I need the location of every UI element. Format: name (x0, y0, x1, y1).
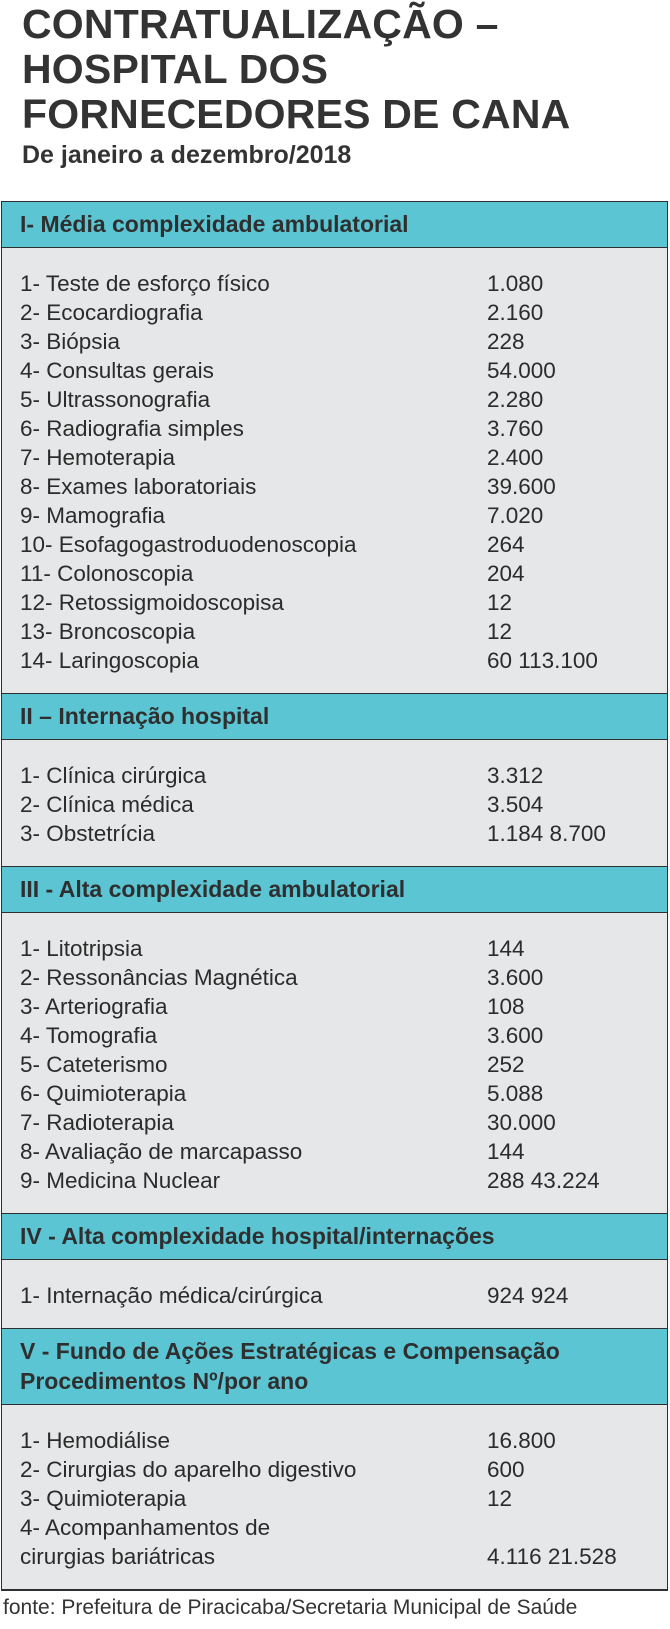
table-row (20, 559, 649, 588)
page-title (22, 0, 662, 137)
section-body (2, 740, 667, 866)
row-value: 2.160 (487, 300, 544, 325)
row-label: 2- Cirurgias do aparelho digestivo (20, 1457, 357, 1482)
row-label: 6- Quimioterapia (20, 1081, 187, 1106)
table-row (20, 530, 649, 559)
row-label: 5- Ultrassonografia (20, 387, 211, 412)
row-value: 2.400 (487, 445, 544, 470)
section-header: I- Média complexidade ambulatorial (2, 202, 667, 248)
row-value: 4.116 21.528 (487, 1544, 617, 1569)
row-value: 3.600 (487, 965, 544, 990)
row-value: 1.184 8.700 (487, 821, 606, 846)
section-header: IV - Alta complexidade hospital/internações (2, 1213, 667, 1260)
row-value: 600 (487, 1457, 525, 1482)
row-value: 252 (487, 1052, 525, 1077)
row-value: 54.000 (487, 358, 556, 383)
row-value: 144 (487, 1139, 525, 1164)
row-value: 30.000 (487, 1110, 556, 1135)
row-value: 12 (487, 619, 513, 644)
row-label: 3- Biópsia (20, 329, 121, 354)
row-label: 1- Clínica cirúrgica (20, 763, 207, 788)
table-row (20, 501, 649, 530)
row-label: 7- Radioterapia (20, 1110, 174, 1135)
row-value: 12 (487, 1486, 513, 1511)
row-value: 12 (487, 590, 513, 615)
row-value: 108 (487, 994, 525, 1019)
table-row (20, 963, 649, 992)
section-header-line: Procedimentos Nº/por ano (20, 1368, 309, 1394)
table-row (20, 356, 649, 385)
table-row (20, 414, 649, 443)
row-value: 39.600 (487, 474, 556, 499)
title-line: HOSPITAL DOS (22, 46, 329, 92)
table-row (20, 385, 649, 414)
table-row (20, 1166, 649, 1195)
section-body (2, 1405, 667, 1589)
row-label: 2- Ecocardiografia (20, 300, 203, 325)
row-label: 11- Colonoscopia (20, 561, 194, 586)
row-label-line: cirurgias bariátricas (20, 1544, 216, 1569)
table-row (20, 1484, 649, 1513)
table-row (20, 472, 649, 501)
row-value: 144 (487, 936, 525, 961)
procedures-table (1, 201, 668, 1591)
table-row (20, 327, 649, 356)
row-label-line: 4- Acompanhamentos de (20, 1515, 271, 1540)
row-value: 7.020 (487, 503, 544, 528)
row-value: 3.600 (487, 1023, 544, 1048)
table-row (20, 1281, 649, 1310)
row-label: 6- Radiografia simples (20, 416, 244, 441)
row-label: 13- Broncoscopia (20, 619, 196, 644)
table-row (20, 443, 649, 472)
row-label: 1- Teste de esforço físico (20, 271, 270, 296)
section-header: II – Internação hospital (2, 693, 667, 740)
table-row (20, 1513, 649, 1571)
row-value: 288 43.224 (487, 1168, 600, 1193)
table-row (20, 269, 649, 298)
table-row (20, 992, 649, 1021)
row-label: 1- Hemodiálise (20, 1428, 171, 1453)
row-label: 1- Litotripsia (20, 936, 143, 961)
row-value: 924 924 (487, 1283, 569, 1308)
table-row (20, 934, 649, 963)
row-value: 264 (487, 532, 525, 557)
section-body (2, 248, 667, 693)
source-note: fonte: Prefeitura de Piracicaba/Secretaria Municipal de Saúde (3, 1596, 578, 1619)
table-row (20, 790, 649, 819)
row-label: 3- Quimioterapia (20, 1486, 187, 1511)
row-value: 2.280 (487, 387, 544, 412)
row-label: 1- Internação médica/cirúrgica (20, 1283, 323, 1308)
table-row (20, 1021, 649, 1050)
table-row (20, 1455, 649, 1484)
row-label: 10- Esofagogastroduodenoscopia (20, 532, 357, 557)
table-row (20, 761, 649, 790)
section-body (2, 913, 667, 1213)
section-header: III - Alta complexidade ambulatorial (2, 866, 667, 913)
row-label: 2- Clínica médica (20, 792, 194, 817)
table-row (20, 1108, 649, 1137)
table-row (20, 1137, 649, 1166)
row-value: 3.312 (487, 763, 544, 788)
section-header (2, 1328, 667, 1405)
row-label: 3- Arteriografia (20, 994, 168, 1019)
row-value: 60 113.100 (487, 648, 598, 673)
row-value: 5.088 (487, 1081, 544, 1106)
row-label: 5- Cateterismo (20, 1052, 168, 1077)
section-body (2, 1260, 667, 1328)
row-label: 8- Exames laboratoriais (20, 474, 257, 499)
title-line: CONTRATUALIZAÇÃO – (22, 1, 499, 47)
table-row (20, 298, 649, 327)
row-label: 14- Laringoscopia (20, 648, 199, 673)
row-label: 9- Medicina Nuclear (20, 1168, 221, 1193)
title-line: FORNECEDORES DE CANA (22, 91, 571, 137)
table-row (20, 1050, 649, 1079)
row-value: 228 (487, 329, 525, 354)
row-label: 9- Mamografia (20, 503, 166, 528)
table-row (20, 819, 649, 848)
table-row (20, 646, 649, 675)
row-label: 4- Consultas gerais (20, 358, 214, 383)
page-subtitle: De janeiro a dezembro/2018 (22, 141, 352, 169)
table-row (20, 1426, 649, 1455)
table-row (20, 617, 649, 646)
row-label: 3- Obstetrícia (20, 821, 156, 846)
row-label: 12- Retossigmoidoscopisa (20, 590, 284, 615)
row-label: 7- Hemoterapia (20, 445, 176, 470)
row-value: 3.760 (487, 416, 544, 441)
infographic-header (22, 0, 662, 170)
row-value: 3.504 (487, 792, 544, 817)
section-header-line: V - Fundo de Ações Estratégicas e Compensação (20, 1338, 560, 1364)
row-label (20, 1513, 487, 1571)
row-value: 204 (487, 561, 525, 586)
row-label: 8- Avaliação de marcapasso (20, 1139, 303, 1164)
row-label: 4- Tomografia (20, 1023, 158, 1048)
table-row (20, 588, 649, 617)
row-label: 2- Ressonâncias Magnética (20, 965, 298, 990)
row-value: 1.080 (487, 271, 544, 296)
row-value: 16.800 (487, 1428, 556, 1453)
table-row (20, 1079, 649, 1108)
